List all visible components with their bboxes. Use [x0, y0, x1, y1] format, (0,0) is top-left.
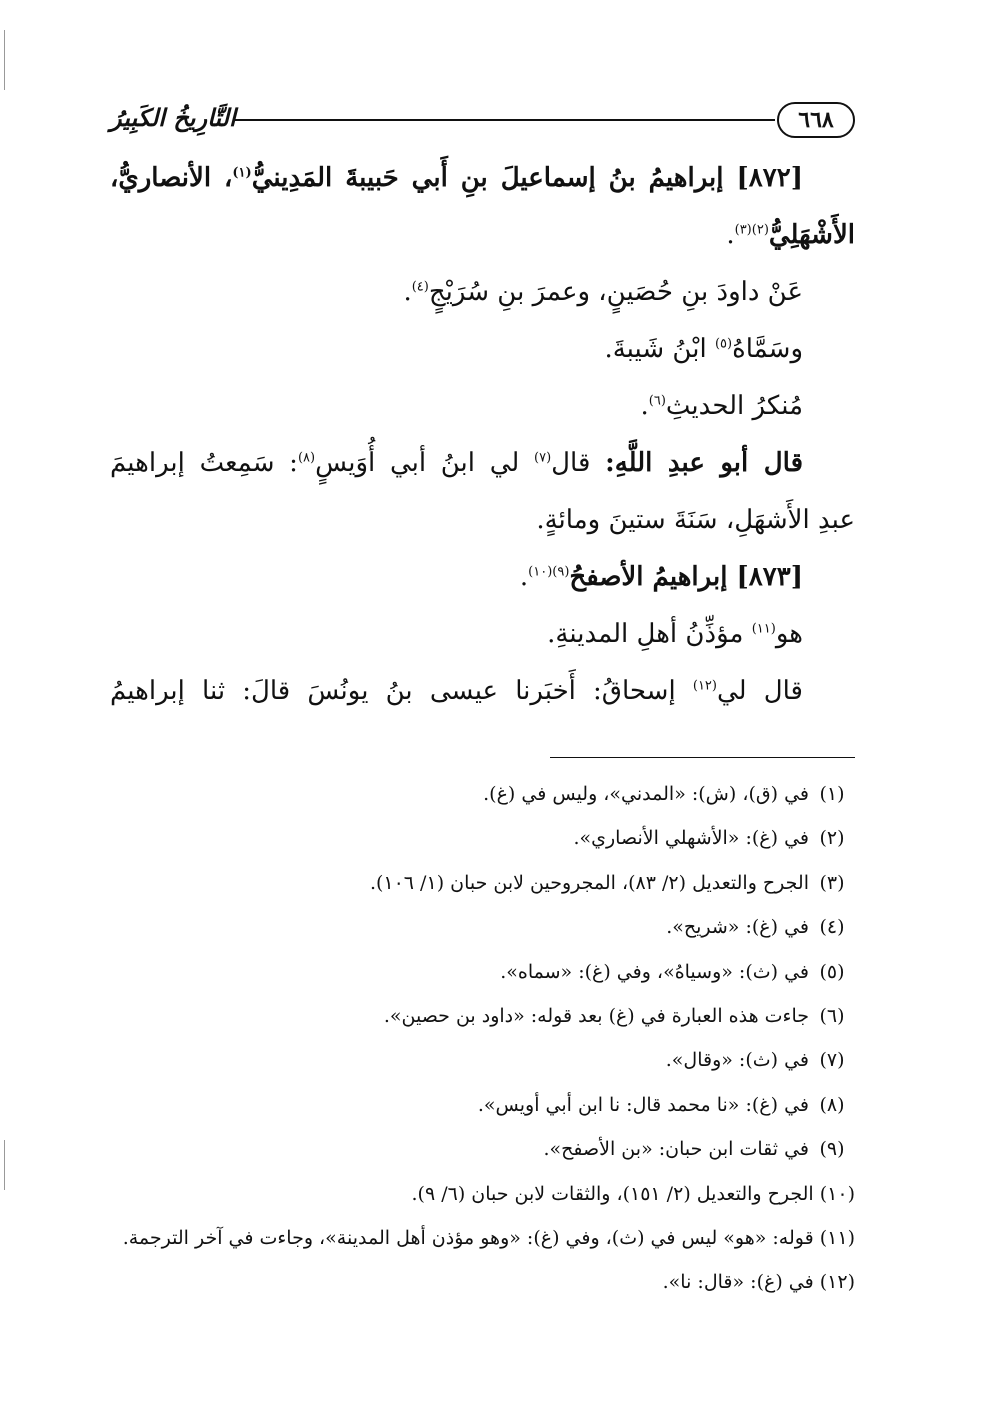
footnote-separator: [550, 757, 855, 758]
footnote-number: (١): [819, 783, 845, 805]
footnote-text: في ثقات ابن حبان: «بن الأصفح».: [543, 1138, 809, 1161]
entry-name-rest: ، الأنصاريُّ،: [110, 163, 233, 193]
footnote-ref: (٧): [534, 450, 552, 466]
main-text: [110, 150, 855, 720]
footnote-text: جاءت هذه العبارة في (غ) بعد قوله: «داود بن حصين».: [383, 1005, 809, 1028]
footnote: [110, 1260, 855, 1304]
footnote-number: (٥): [819, 960, 845, 983]
footnote-text: قوله: «هو» ليس في (ث)، وفي (غ): «وهو مؤذن أهل المدينة»، وجاءت في آخر الترجمة.: [122, 1227, 814, 1250]
footnote-ref: (١٢): [692, 678, 717, 694]
author-quote-intro: قال أبو عبدِ اللَّهِ:: [605, 448, 803, 478]
footnote: [110, 1216, 855, 1260]
footnote-number: (١٠): [819, 1182, 855, 1205]
entry-872-line-7: عبدِ الأَشهَلِ، سَنَةَ ستينَ ومائةٍ.: [536, 505, 855, 535]
footnote-number: (٩): [819, 1138, 845, 1161]
footnote-number: (٧): [819, 1049, 845, 1072]
page-header: [110, 100, 855, 140]
entry-number: [٨٧٢]: [736, 163, 803, 193]
entry-872-line-6: قال أبو عبدِ اللَّهِ: قال$^{(٧)}$ لي ابنُ أبي أُوَيسٍ$^{(٨)}$: سَمِعتُ إبراهيمَ: [110, 448, 803, 478]
footnote: [110, 772, 855, 816]
footnote-ref: (٦): [648, 393, 666, 409]
entry-872-line-5: مُنكرُ الحديثِ$^{(٦)}$.: [640, 391, 803, 421]
footnote-text: في (غ): «الأشهلي الأنصاري».: [573, 827, 809, 850]
footnote: [110, 1038, 855, 1082]
footnotes: [110, 772, 855, 1305]
footnote-number: (٦): [819, 1005, 845, 1028]
entry-873-heading: [٨٧٣] إبراهيمُ الأصفحُ: [569, 562, 803, 592]
footnote-text: في (غ): «قال: نا».: [662, 1271, 814, 1294]
entry-873-line-2: هو$^{(١١)}$ مؤذِّنُ أهلِ المدينةِ.: [547, 619, 803, 649]
entry-872-line-4: وسَمَّاهُ$^{(٥)}$ ابْنُ شَيبةَ.: [604, 334, 803, 364]
footnote-text: في (ث): «وسياهُ»، وفي (غ): «سماه».: [500, 960, 809, 983]
footnote: [110, 816, 855, 860]
entry-873-line-3: قال لي$^{(١٢)}$ إسحاقُ: أَخبَرنا عيسى بنُ يونُسَ قالَ: ثنا إبراهيمُ: [110, 676, 803, 706]
entry-872-line-2: الأَشْهَلِيُّ$^{(٢)(٣)}$.: [726, 220, 855, 250]
footnote-number: (٣): [819, 871, 845, 894]
footnote-ref: (٤): [411, 279, 429, 295]
entry-873-line-1: [٨٧٣] إبراهيمُ الأصفحُ$^{(٩)(١٠)}$.: [519, 562, 803, 592]
footnote-number: (١٢): [819, 1271, 855, 1294]
footnote-ref: (٢)(٣): [734, 222, 769, 238]
footnote-ref: (١): [232, 165, 252, 181]
entry-name: إبراهيمُ بنُ إسماعيلَ بنِ أَبي حَبيبةَ المَدِينيُّ: [251, 163, 724, 193]
scan-edge-top: [4, 30, 5, 90]
book-page: [110, 100, 855, 1305]
footnote-text: الجرح والتعديل (٢/ ٨٣)، المجروحين لابن حبان (١/ ١٠٦).: [369, 871, 809, 894]
page-number-badge: ٦٦٨: [777, 102, 855, 138]
footnote: [110, 950, 855, 994]
footnote-ref: (٥): [714, 336, 733, 352]
book-title: التَّارِيخُ الكَبِيرُ: [110, 103, 236, 132]
footnote-text: في (غ): «نا محمد قال: نا ابن أبي أويس».: [477, 1093, 809, 1116]
footnote-number: (٢): [819, 827, 845, 850]
footnote-number: (٤): [819, 916, 845, 939]
footnote-ref: (١١): [751, 621, 776, 637]
entry-872-line-1: [110, 150, 855, 207]
footnote: [110, 994, 855, 1038]
entry-872-line-3: عَنْ داودَ بنِ حُصَينٍ، وعمرَ بنِ سُرَيْجٍ$^{(٤)}$.: [403, 277, 803, 307]
scan-edge-bottom: [4, 1140, 5, 1190]
footnote-number: (٨): [819, 1093, 845, 1116]
footnote: [110, 905, 855, 949]
footnote: [110, 1172, 855, 1216]
footnote-text: في (ق)، (ش): «المدني»، وليس في (غ).: [483, 783, 809, 805]
header-rule: [235, 119, 775, 121]
footnote-text: في (ث): «وقال».: [665, 1049, 809, 1072]
footnote-text: الجرح والتعديل (٢/ ١٥١)، والثقات لابن حبان (٦/ ٩).: [411, 1182, 814, 1205]
footnote-number: (١١): [819, 1227, 855, 1250]
footnote-ref: (٨): [297, 450, 316, 466]
footnote-ref: (٩)(١٠): [528, 564, 570, 580]
nisba: الأَشْهَلِيُّ: [768, 220, 855, 250]
footnote: [110, 1083, 855, 1127]
footnote: [110, 861, 855, 905]
footnote: [110, 1127, 855, 1171]
footnote-text: في (غ): «شريح».: [666, 916, 809, 939]
